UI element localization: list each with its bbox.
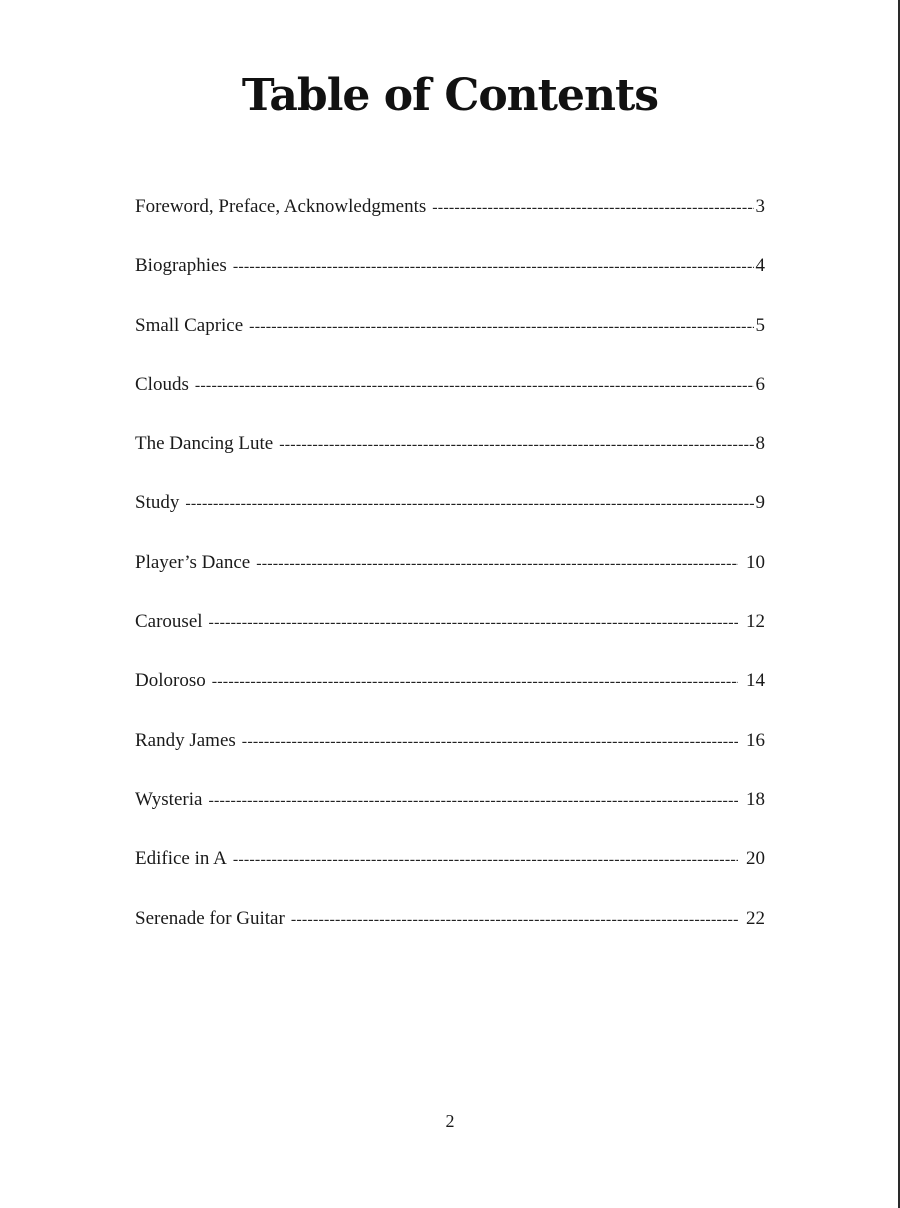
toc-entry-page: 6	[755, 373, 765, 395]
dot-leader	[291, 911, 738, 929]
toc-entry-label: Biographies	[135, 255, 227, 277]
toc-entry[interactable]	[135, 611, 765, 670]
dot-leader	[209, 614, 738, 632]
page-number: 2	[445, 1111, 455, 1131]
toc-entry-label: Randy James	[135, 729, 236, 751]
toc-entry-page: 22	[746, 907, 765, 929]
toc-entry[interactable]	[135, 789, 765, 848]
toc-entry-label: Wysteria	[135, 788, 203, 810]
toc-entry[interactable]	[135, 196, 765, 255]
toc-entry-page: 9	[755, 492, 765, 514]
toc-entry-page: 8	[755, 433, 765, 455]
toc-entry-label: Serenade for Guitar	[135, 907, 285, 929]
toc-entry-label: Carousel	[135, 611, 203, 633]
dot-leader	[279, 436, 753, 454]
dot-leader	[432, 199, 753, 217]
dot-leader	[195, 377, 754, 395]
toc-entry[interactable]	[135, 255, 765, 314]
toc-entry-label: Foreword, Preface, Acknowledgments	[135, 196, 427, 217]
toc-entry-page: 16	[746, 729, 765, 751]
table-of-contents	[135, 196, 765, 967]
toc-entry-label: Small Caprice	[135, 314, 244, 336]
toc-entry-label: Edifice in A	[135, 848, 227, 870]
toc-entry-page: 20	[746, 848, 765, 870]
toc-entry-page: 12	[746, 611, 765, 633]
toc-entry[interactable]	[135, 315, 765, 374]
toc-entry[interactable]	[135, 730, 765, 789]
page-title: Table of Contents	[241, 70, 659, 121]
toc-entry-page: 5	[755, 314, 765, 336]
toc-entry-label: The Dancing Lute	[135, 433, 274, 455]
toc-entry-label: Player’s Dance	[135, 551, 251, 573]
dot-leader	[233, 258, 754, 276]
toc-entry-page: 18	[746, 788, 765, 810]
toc-entry-page: 3	[755, 196, 765, 217]
dot-leader	[249, 318, 753, 336]
toc-entry[interactable]	[135, 374, 765, 433]
dot-leader	[212, 673, 738, 691]
dot-leader	[233, 851, 738, 869]
toc-entry[interactable]	[135, 552, 765, 611]
toc-entry-page: 10	[746, 551, 765, 573]
toc-entry-label: Clouds	[135, 373, 189, 395]
toc-entry[interactable]	[135, 433, 765, 492]
toc-entry-page: 14	[746, 670, 765, 692]
toc-entry[interactable]	[135, 670, 765, 729]
dot-leader	[208, 792, 738, 810]
dot-leader	[256, 555, 738, 573]
toc-entry-label: Doloroso	[135, 670, 206, 692]
toc-entry-label: Study	[135, 492, 180, 514]
toc-entry[interactable]	[135, 492, 765, 551]
toc-entry[interactable]	[135, 908, 765, 967]
dot-leader	[185, 495, 753, 513]
dot-leader	[242, 733, 738, 751]
toc-entry[interactable]	[135, 848, 765, 907]
toc-entry-page: 4	[755, 255, 765, 277]
